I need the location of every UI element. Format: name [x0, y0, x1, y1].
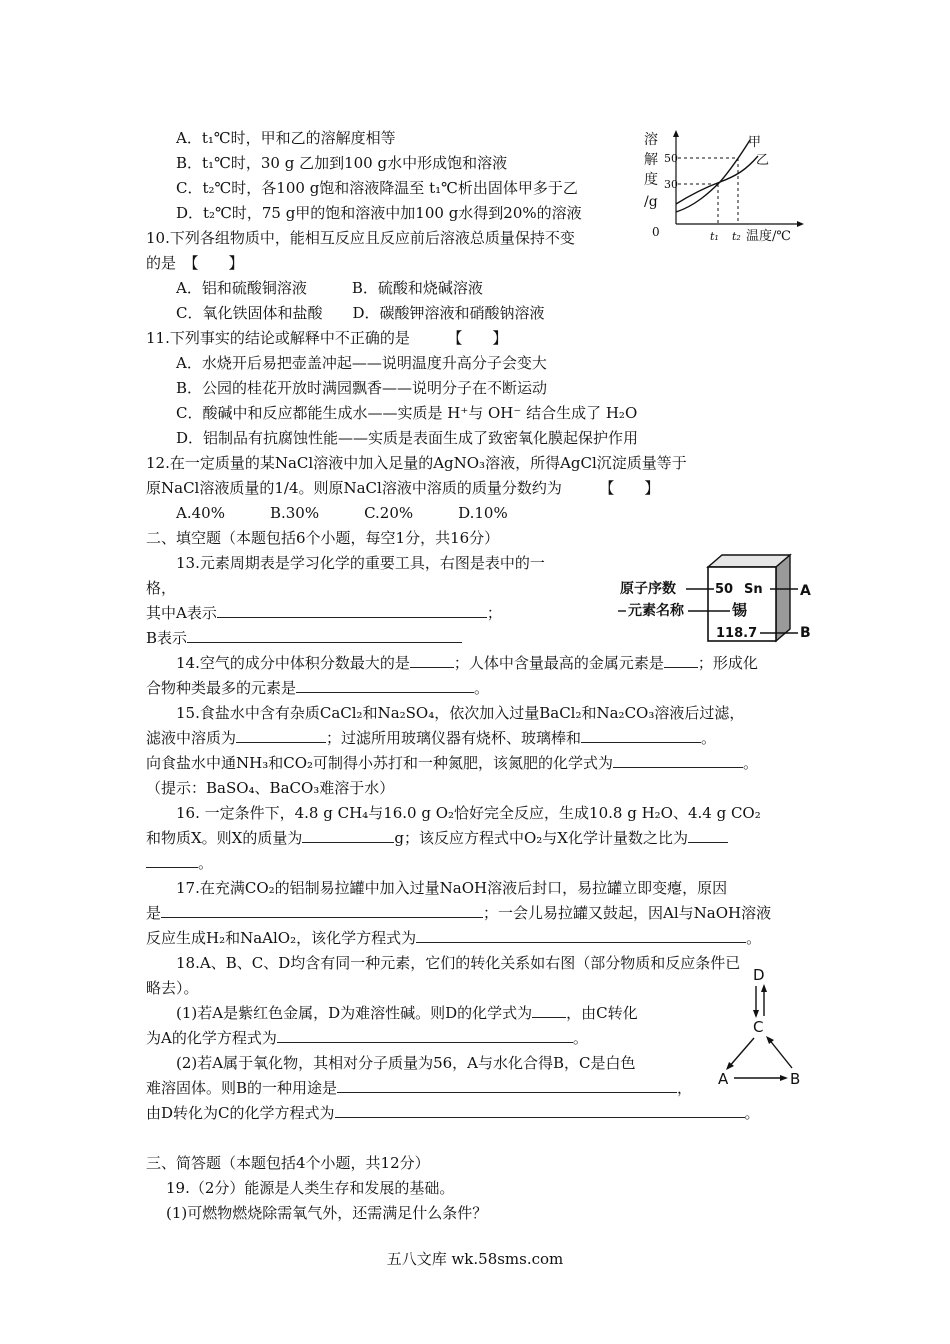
element-name-label: 元素名称 — [628, 603, 684, 619]
q15-blank-2[interactable] — [581, 728, 701, 743]
q15-line3: 向食盐水中通NH₃和CO₂可制得小苏打和一种氮肥，该氮肥的化学式为 。 — [146, 754, 759, 772]
q10-options-cd: C．氧化铁固体和盐酸 D．碳酸钾溶液和硝酸钠溶液 — [176, 304, 545, 322]
q18-part2-line2: 难溶固体。则B的一种用途是 ， — [146, 1079, 693, 1097]
q9-option-b: B．t₁℃时，30 g 乙加到100 g水中形成饱和溶液 — [176, 154, 508, 172]
q19-line2: (1)可燃物燃烧除需氧气外，还需满足什么条件？ — [166, 1204, 488, 1222]
q18-part1-line1: (1)若A是紫红色金属，D为难溶性碱。则D的化学式为 ，由C转化 — [176, 1004, 638, 1022]
q17-line2: 是 ；一会儿易拉罐又鼓起，因Al与NaOH溶液 — [146, 904, 772, 922]
q9-option-d: D．t₂℃时，75 g甲的饱和溶液中加100 g水得到20%的溶液 — [176, 204, 582, 222]
q10-stem-line2: 的是 【 】 — [146, 254, 244, 272]
page-footer: 五八文库 wk.58sms.com — [386, 1250, 564, 1268]
element-symbol: Sn — [744, 582, 763, 597]
q15-line1: 15.食盐水中含有杂质CaCl₂和Na₂SO₄，依次加入过量BaCl₂和Na₂CO₃溶液后过滤， — [176, 704, 745, 722]
graph-ylabel-3: 度 — [644, 172, 658, 188]
q11-stem: 11.下列事实的结论或解释中不正确的是 【 】 — [146, 329, 508, 347]
q18-part2-line3: 由D转化为C的化学方程式为 。 — [146, 1104, 760, 1122]
cycle-node-b: B — [790, 1070, 801, 1088]
q14-blank-2[interactable] — [664, 653, 698, 668]
q16-line2: 和物质X。则X的质量为 g；该反应方程式中O₂与X化学计量数之比为 — [146, 828, 728, 848]
q11-option-b: B．公园的桂花开放时满园飘香——说明分子在不断运动 — [176, 379, 548, 397]
q14-line2: 合物种类最多的元素是 。 — [146, 679, 490, 697]
q19-line1: 19.（2分）能源是人类生存和发展的基础。 — [166, 1179, 455, 1197]
graph-jia: 甲 — [748, 135, 762, 150]
q17-line1: 17.在充满CO₂的铝制易拉罐中加入过量NaOH溶液后封口，易拉罐立即变瘪，原因 — [176, 879, 728, 897]
q13-blank-a[interactable] — [217, 603, 487, 618]
q18-blank-2[interactable] — [277, 1028, 573, 1043]
q13-stem-line1: 13.元素周期表是学习化学的重要工具，右图是表中的一 — [176, 554, 545, 572]
q16-blank-1[interactable] — [302, 828, 394, 843]
q13-part-a: 其中A表示 ； — [146, 604, 502, 622]
conversion-diagram — [712, 966, 812, 1090]
q10-options-ab: A．铝和硫酸铜溶液 B．硫酸和烧碱溶液 — [176, 279, 483, 297]
section-2-heading: 二、填空题（本题包括6个小题，每空1分，共16分） — [146, 529, 500, 547]
graph-origin: 0 — [652, 225, 660, 239]
solubility-graph — [640, 128, 810, 246]
graph-y30: 30 — [664, 178, 678, 191]
q13-stem-line2: 格， — [146, 579, 177, 597]
graph-t2: t₂ — [732, 230, 741, 243]
q18-blank-3[interactable] — [337, 1078, 677, 1093]
q15-blank-1[interactable] — [236, 728, 326, 743]
q18-blank-4[interactable] — [335, 1103, 745, 1118]
graph-xlabel: 温度/℃ — [746, 229, 791, 244]
q11-option-a: A．水烧开后易把壶盖冲起——说明温度升高分子会变大 — [176, 354, 547, 372]
q9-option-c: C．t₂℃时，各100 g饱和溶液降温至 t₁℃析出固体甲多于乙 — [176, 179, 578, 197]
q11-option-c: C．酸碱中和反应都能生成水——实质是 H⁺与 OH⁻ 结合生成了 H₂O — [176, 404, 638, 422]
q14-line1: 14.空气的成分中体积分数最大的是 ；人体中含量最高的金属元素是 ；形成化 — [176, 654, 758, 672]
element-marker-a: A — [800, 583, 811, 599]
q18-blank-1[interactable] — [532, 1003, 566, 1018]
q17-blank-2[interactable] — [416, 928, 746, 943]
q18-line1: 18.A、B、C、D均含有同一种元素，它们的转化关系如右图（部分物质和反应条件已 — [176, 954, 741, 972]
q13-blank-b[interactable] — [187, 628, 462, 643]
q16-line1: 16. 一定条件下，4.8 g CH₄与16.0 g O₂恰好完全反应，生成10.8 g H₂O、4.4 g CO₂ — [176, 804, 761, 822]
graph-t1: t₁ — [710, 230, 719, 243]
q15-blank-3[interactable] — [613, 753, 743, 768]
q14-blank-3[interactable] — [296, 678, 474, 693]
q10-stem-line1: 10.下列各组物质中，能相互反应且反应前后溶液总质量保持不变 — [146, 229, 575, 247]
q14-blank-1[interactable] — [410, 653, 454, 668]
q18-part1-line2: 为A的化学方程式为 。 — [146, 1029, 588, 1047]
cycle-node-a: A — [718, 1070, 729, 1088]
element-mass: 118.7 — [716, 626, 758, 641]
cycle-node-c: C — [753, 1018, 764, 1036]
q12-options: A.40% B.30% C.20% D.10% — [176, 504, 508, 522]
q12-stem-line2: 原NaCl溶液质量的1/4。则原NaCl溶液中溶质的质量分数约为 【 】 — [146, 479, 660, 497]
q11-option-d: D．铝制品有抗腐蚀性能——实质是表面生成了致密氧化膜起保护作用 — [176, 429, 639, 447]
q15-line2: 滤液中溶质为 ；过滤所用玻璃仪器有烧杯、玻璃棒和 。 — [146, 729, 717, 747]
element-marker-b: B — [800, 625, 811, 641]
q12-stem-line1: 12.在一定质量的某NaCl溶液中加入足量的AgNO₃溶液，所得AgCl沉淀质量等于 — [146, 454, 687, 472]
q18-line2: 略去）。 — [146, 979, 199, 997]
q16-blank-2b[interactable] — [146, 853, 198, 868]
graph-ylabel-2: 解 — [644, 152, 658, 168]
q17-line3: 反应生成H₂和NaAlO₂，该化学方程式为 。 — [146, 929, 762, 947]
cycle-node-d: D — [753, 966, 765, 984]
element-name: 锡 — [732, 601, 748, 619]
q16-line3: 。 — [146, 853, 213, 873]
element-number: 50 — [715, 582, 734, 597]
element-cell-figure — [618, 553, 818, 645]
q17-blank-1[interactable] — [161, 903, 483, 918]
graph-yi: 乙 — [756, 153, 770, 168]
graph-y50: 50 — [664, 152, 678, 165]
graph-ylabel-1: 溶 — [644, 132, 658, 148]
q9-option-a: A．t₁℃时，甲和乙的溶解度相等 — [176, 129, 396, 147]
graph-ylabel-4: /g — [644, 194, 658, 210]
q15-hint: （提示：BaSO₄、BaCO₃难溶于水） — [146, 779, 395, 797]
q18-part2-line1: (2)若A属于氧化物，其相对分子质量为56，A与水化合得B，C是白色 — [176, 1054, 636, 1072]
element-num-label: 原子序数 — [620, 581, 676, 597]
section-3-heading: 三、简答题（本题包括4个小题，共12分） — [146, 1154, 430, 1172]
q16-blank-2a[interactable] — [688, 828, 728, 843]
q13-part-b: B表示 — [146, 628, 462, 648]
